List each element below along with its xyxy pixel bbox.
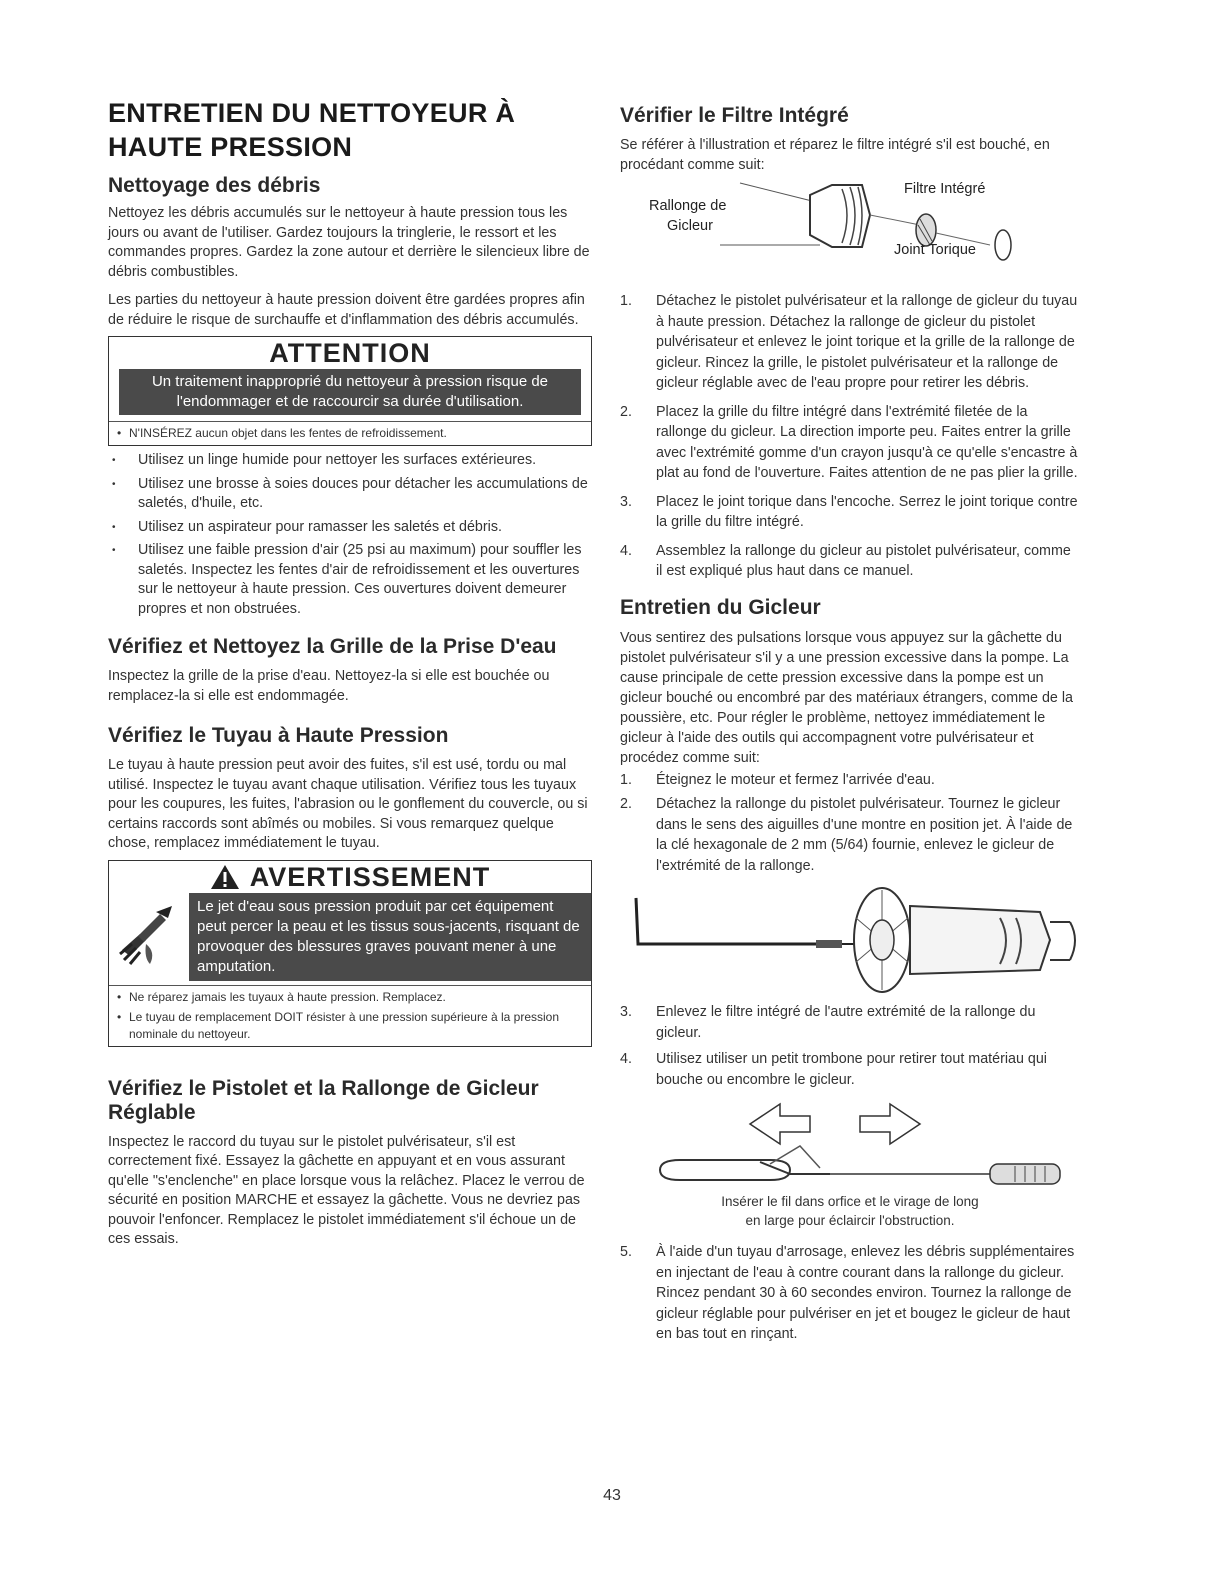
paperclip-cleaning-illustration: [620, 1094, 1080, 1190]
warning-box: [108, 860, 592, 1047]
hex-key-nozzle-illustration: [620, 878, 1080, 998]
nozzle-steps-a: [620, 770, 1080, 877]
label-nozzle-extension-a: Rallonge de: [649, 198, 727, 214]
list-item: [620, 402, 1080, 484]
list-item: [620, 1242, 1080, 1345]
right-column: [620, 104, 1080, 1345]
gun-paragraph: Inspectez le raccord du tuyau sur le pistolet pulvérisateur, s'il est correctement fixé. Essayez la gâchette en appuyant et en vous assurant qu'elle "s'enclenche" en place lorsque vous la relâchez. Placez le verrou de sécurité en position MARCHE et essayez la gâchette. Vous ne devriez pas pouvoir l'enfoncer. Remplacez le pistolet immédiatement s'il échoue un de ces essais.: [108, 1133, 585, 1247]
warning-note-1: • Ne réparez jamais les tuyaux à haute pression. Remplacez.: [109, 985, 591, 1009]
section-title-hose: Vérifiez le Tuyau à Haute Pression: [108, 724, 449, 747]
list-item: [620, 492, 1080, 533]
step-text: Éteignez le moteur et fermez l'arrivée d'eau.: [656, 771, 935, 788]
warning-header: [109, 861, 591, 893]
warning-note-2-text: Le tuyau de remplacement DOIT résister à une pression supérieure à la pression nominale du nettoyeur.: [129, 1009, 560, 1041]
list-item: • Utilisez une faible pression d'air (25 psi au maximum) pour souffler les saletés. Inspectez les fentes d'air de refroidissement et les ouvertures sur le nettoyeur à haute pression. Ces ouvertures doivent demeurer propres et non obstruées.: [108, 541, 592, 619]
nozzle-steps-b: [620, 1002, 1080, 1090]
paperclip-caption-2: en large pour éclaircir l'obstruction.: [745, 1213, 955, 1228]
filter-figure: [620, 175, 1080, 285]
step-number: 3.: [620, 493, 632, 510]
attention-note-text: N'INSÉREZ aucun objet dans les fentes de refroidissement.: [129, 426, 447, 440]
step-text: À l'aide d'un tuyau d'arrosage, enlevez les débris supplémentaires en injectant de l'eau à contre courant dans la rallonge du gicleur. Rincez pendant 30 à 60 secondes environ. Tournez la rallonge de gicleur réglable pour pulvériser en jet et bougez le gicleur de haut en bas tout en rinçant.: [656, 1244, 1075, 1342]
step-number: 4.: [620, 1051, 632, 1067]
warning-body: [109, 893, 591, 981]
step-text: Utilisez utiliser un petit trombone pour retirer tout matériau qui bouche ou encombre le gicleur.: [656, 1051, 1047, 1088]
filter-steps: [620, 291, 1080, 582]
step-text: Détachez la rallonge du pistolet pulvérisateur. Tournez le gicleur dans le sens des aiguilles d'une montre en position jet. À l'aide de la clé hexagonale de 2 mm (5/64) fournie, enlevez le gicleur de l'extrémité de la rallonge.: [656, 796, 1073, 874]
list-item: [620, 291, 1080, 394]
paperclip-caption-1: Insérer le fil dans orfice et le virage de long: [721, 1194, 979, 1209]
left-column: [108, 96, 592, 1250]
section-title-water-inlet: Vérifiez et Nettoyez la Grille de la Prise D'eau: [108, 635, 557, 658]
section-title-debris: Nettoyage des débris: [108, 174, 321, 197]
main-title: ENTRETIEN DU NETTOYEUR À HAUTE PRESSION: [108, 98, 516, 162]
step-number: 2.: [620, 796, 632, 812]
label-o-ring: Joint Torique: [894, 242, 976, 258]
step-number: 3.: [620, 1004, 632, 1020]
warning-message: Le jet d'eau sous pression produit par cet équipement peut percer la peau et les tissus sous-jacents, risquant de provoquer des blessures graves pouvant mener à une amputation.: [189, 893, 591, 981]
step-number: 2.: [620, 403, 632, 420]
section-title-gun: Vérifiez le Pistolet et la Rallonge de Gicleur Réglable: [108, 1076, 539, 1124]
filter-paragraph: Se référer à l'illustration et réparez le filtre intégré s'il est bouché, en procédant comme suit:: [620, 137, 1050, 173]
step-number: 1.: [620, 771, 632, 788]
list-item: [620, 1049, 1080, 1090]
cleaning-bullets: [108, 451, 592, 619]
step-text: Enlevez le filtre intégré de l'autre extrémité de la rallonge du gicleur.: [656, 1004, 1036, 1041]
attention-title: ATTENTION: [269, 338, 431, 368]
list-item: [620, 541, 1080, 582]
step-text: Détachez le pistolet pulvérisateur et la rallonge de gicleur du tuyau à haute pression. Détachez la rallonge de gicleur du pistolet pulvérisateur et enlevez le joint torique et la grille de la rallonge de gicleur. Rincez la grille, le pistolet pulvérisateur et la rallonge de gicleur réglable avec de l'eau propre pour retirer les débris.: [656, 293, 1078, 391]
water-inlet-paragraph: Inspectez la grille de la prise d'eau. Nettoyez-la si elle est bouchée ou remplacez-la si elle est endommagée.: [108, 668, 550, 704]
nozzle-paragraph: Vous sentirez des pulsations lorsque vous appuyez sur la gâchette du pistolet pulvérisateur s'il y a une pression excessive dans la pompe. La cause principale de cette pression excessive dans la pompe est un gicleur bouché ou encombré par des matériaux étrangers, comme de la poussière, etc. Pour régler le problème, nettoyez immédiatement le gicleur à l'aide des outils qui accompagnent votre pulvérisateur et procédez comme suit:: [620, 629, 1073, 766]
warning-note-2: • Le tuyau de remplacement DOIT résister à une pression supérieure à la pression nominale du nettoyeur.: [117, 1009, 560, 1041]
warning-note-1-text: Ne réparez jamais les tuyaux à haute pression. Remplacez.: [129, 989, 446, 1004]
step-text: Placez le joint torique dans l'encoche. Serrez le joint torique contre la grille du filtre intégré.: [656, 493, 1078, 530]
debris-paragraph-2: Les parties du nettoyeur à haute pression doivent être gardées propres afin de réduire le risque de surchauffe et d'inflammation des débris accumulés.: [108, 292, 585, 328]
attention-message: Un traitement inapproprié du nettoyeur à pression risque de l'endommager et de raccourcir sa durée d'utilisation.: [119, 369, 581, 415]
list-item: [620, 794, 1080, 876]
list-item: • Utilisez un aspirateur pour ramasser les saletés et débris.: [108, 518, 592, 538]
nozzle-steps-c: [620, 1242, 1080, 1345]
page-number: 43: [603, 1487, 621, 1504]
step-number: 4.: [620, 542, 632, 559]
list-item: [620, 770, 1080, 791]
list-item: • Utilisez une brosse à soies douces pour détacher les accumulations de saletés, d'huile, etc.: [108, 475, 592, 514]
list-item: [620, 1002, 1080, 1043]
injection-hazard-icon: [109, 893, 189, 981]
step-text: Assemblez la rallonge du gicleur au pistolet pulvérisateur, comme il est expliqué plus haut dans ce manuel.: [656, 542, 1071, 579]
debris-paragraph-1: Nettoyez les débris accumulés sur le nettoyeur à haute pression tous les jours ou avant de l'utiliser. Gardez toujours la tringlerie, le ressort et les commandes propres. Gardez la zone autour et derrière le silencieux libre de débris combustibles.: [108, 205, 590, 280]
label-integrated-filter: Filtre Intégré: [904, 181, 986, 197]
step-text: Placez la grille du filtre intégré dans l'extrémité filetée de la rallonge du gicleur. La direction importe peu. Faites entrer la grille avec l'extrémité gomme d'un crayon jusqu'à ce qu'elle s'encastre à plat au fond de l'ouverture. Faites attention de ne pas plier la grille.: [656, 403, 1078, 481]
section-title-filter: Vérifier le Filtre Intégré: [620, 104, 849, 127]
attention-note: • N'INSÉREZ aucun objet dans les fentes de refroidissement.: [109, 421, 591, 445]
list-item: • Utilisez un linge humide pour nettoyer les surfaces extérieures.: [108, 451, 592, 471]
step-number: 5.: [620, 1244, 632, 1260]
warning-title: AVERTISSEMENT: [249, 861, 491, 892]
attention-box: [108, 336, 592, 446]
step-number: 1.: [620, 293, 632, 309]
hose-paragraph: Le tuyau à haute pression peut avoir des fuites, s'il est usé, tordu ou mal utilisé. Inspectez le tuyau avant chaque utilisation. Vérifiez tous les tuyaux pour les coupures, les fuites, l'abrasion ou le gonflement du couvercle, ou si certains raccords sont abîmés ou mobiles. Si vous remarquez quelque chose, remplacez immédiatement le tuyau.: [108, 757, 588, 851]
label-nozzle-extension-b: Gicleur: [667, 218, 713, 234]
section-title-nozzle: Entretien du Gicleur: [620, 595, 821, 619]
warning-triangle-icon: [210, 864, 240, 890]
